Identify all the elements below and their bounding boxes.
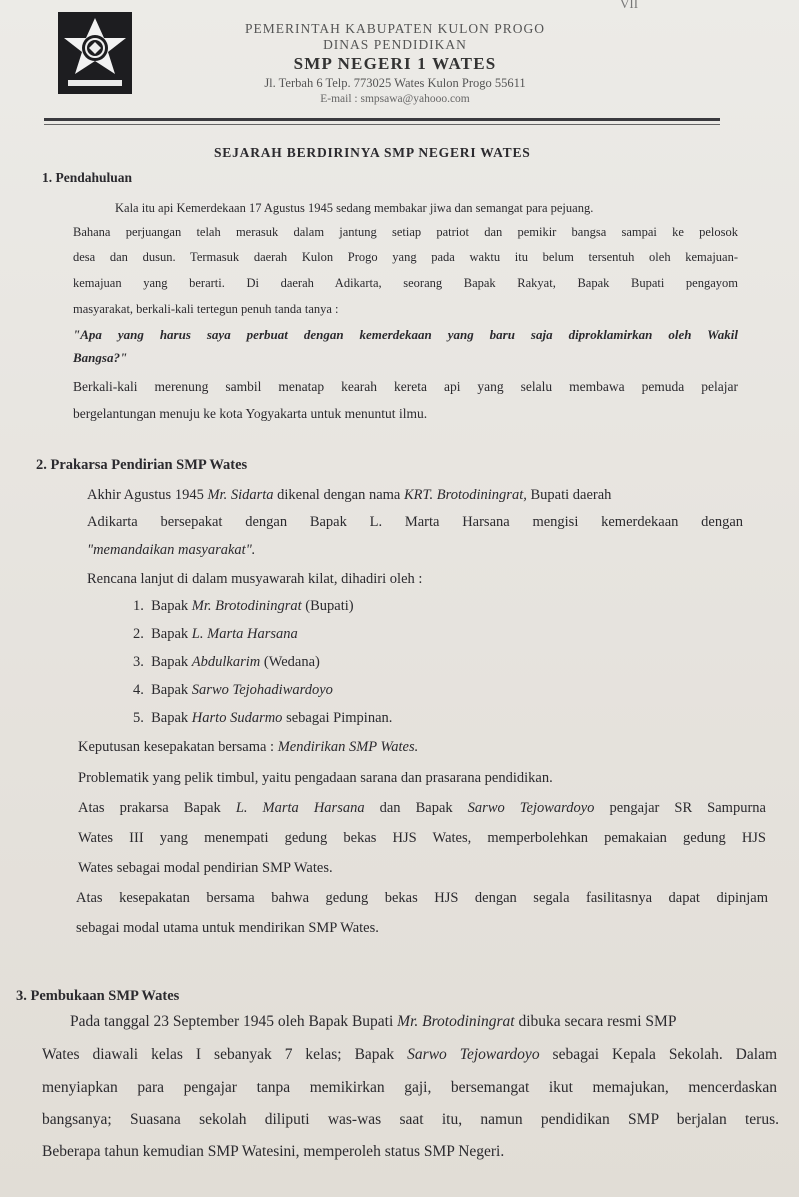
paragraph-line: Akhir Agustus 1945 Mr. Sidarta dikenal dengan nama KRT. Brotodiningrat, Bupati daerah bbox=[87, 487, 612, 503]
paragraph-line: Problematik yang pelik timbul, yaitu pengadaan sarana dan prasarana pendidikan. bbox=[78, 770, 553, 786]
paragraph-line: bangsanya; Suasana sekolah diliputi was-was saat itu, namun pendidikan SMP berjalan terus. bbox=[42, 1111, 779, 1128]
list-item: 2. Bapak L. Marta Harsana bbox=[133, 626, 298, 642]
quote-line: Bangsa?" bbox=[73, 350, 128, 365]
document-title: SEJARAH BERDIRINYA SMP NEGERI WATES bbox=[214, 145, 531, 160]
section-heading-3: 3. Pembukaan SMP Wates bbox=[16, 988, 180, 1004]
letterhead bbox=[210, 20, 580, 107]
list-item: 1. Bapak Mr. Brotodiningrat (Bupati) bbox=[133, 598, 354, 614]
quote-line: "Apa yang harus saya perbuat dengan kemerdekaan yang baru saja diproklamirkan oleh Wakil bbox=[73, 327, 738, 342]
regency-emblem-icon bbox=[58, 12, 132, 94]
paragraph-line: Bahana perjuangan telah merasuk dalam jantung setiap patriot dan pemikir bangsa sampai ke pelosok bbox=[73, 225, 738, 239]
paragraph-line: masyarakat, berkali-kali tertegun penuh tanda tanya : bbox=[73, 302, 339, 316]
paragraph-line: sebagai modal utama untuk mendirikan SMP Wates. bbox=[76, 920, 379, 936]
letterhead-rule-thin bbox=[44, 124, 720, 125]
list-item: 3. Bapak Abdulkarim (Wedana) bbox=[133, 654, 320, 670]
paragraph-line: Atas kesepakatan bersama bahwa gedung bekas HJS dengan segala fasilitasnya dapat dipinjam bbox=[76, 890, 768, 906]
department-name: DINAS PENDIDIKAN bbox=[323, 37, 467, 52]
paragraph-line: Wates III yang menempati gedung bekas HJS Wates, memperbolehkan pemakaian gedung HJS bbox=[78, 830, 766, 846]
paragraph-line: menyiapkan para pengajar tanpa memikirkan gaji, bersemangat ikut memajukan, mencerdaskan bbox=[42, 1079, 777, 1096]
paragraph-line: Kala itu api Kemerdekaan 17 Agustus 1945 sedang membakar jiwa dan semangat para pejuang. bbox=[115, 201, 594, 215]
paragraph-line: Atas prakarsa Bapak L. Marta Harsana dan Bapak Sarwo Tejowardoyo pengajar SR Sampurna bbox=[78, 800, 766, 816]
paragraph-line: Berkali-kali merenung sambil menatap kearah kereta api yang selalu membawa pemuda pelajar bbox=[73, 379, 738, 394]
paragraph-line: kemajuan yang berarti. Di daerah Adikarta, seorang Bapak Rakyat, Bapak Bupati pengayom bbox=[73, 276, 738, 290]
government-name: PEMERINTAH KABUPATEN KULON PROGO bbox=[244, 21, 546, 36]
list-item: 4. Bapak Sarwo Tejohadiwardoyo bbox=[133, 682, 333, 698]
paragraph-line: "memandaikan masyarakat". bbox=[87, 542, 256, 558]
section-heading-2: 2. Prakarsa Pendirian SMP Wates bbox=[36, 457, 248, 473]
corner-mark: VII bbox=[620, 0, 639, 11]
paragraph-line: Keputusan kesepakatan bersama : Mendirikan SMP Wates. bbox=[78, 739, 419, 755]
paragraph-line: Adikarta bersepakat dengan Bapak L. Marta Harsana mengisi kemerdekaan dengan bbox=[87, 514, 743, 530]
school-name: SMP NEGERI 1 WATES bbox=[293, 54, 497, 73]
letterhead-rule bbox=[44, 118, 720, 121]
school-address: Jl. Terbah 6 Telp. 773025 Wates Kulon Progo 55611 bbox=[264, 76, 526, 90]
paragraph-line: desa dan dusun. Termasuk daerah Kulon Progo yang pada waktu itu belum tersentuh oleh kemajuan- bbox=[73, 250, 738, 264]
section-heading-1: 1. Pendahuluan bbox=[42, 170, 133, 185]
paragraph-line: bergelantungan menuju ke kota Yogyakarta untuk menuntut ilmu. bbox=[73, 406, 428, 421]
paragraph-line: Wates diawali kelas I sebanyak 7 kelas; Bapak Sarwo Tejowardoyo sebagai Kepala Sekolah. Dalam bbox=[42, 1046, 777, 1063]
paragraph-line: Beberapa tahun kemudian SMP Watesini, memperoleh status SMP Negeri. bbox=[42, 1143, 505, 1160]
paragraph-line: Rencana lanjut di dalam musyawarah kilat, dihadiri oleh : bbox=[87, 571, 423, 587]
list-item: 5. Bapak Harto Sudarmo sebagai Pimpinan. bbox=[133, 710, 393, 726]
paragraph-line: Wates sebagai modal pendirian SMP Wates. bbox=[78, 860, 333, 876]
school-email: E-mail : smpsawa@yahooo.com bbox=[320, 93, 470, 105]
paragraph-line: Pada tanggal 23 September 1945 oleh Bapak Bupati Mr. Brotodiningrat dibuka secara resmi SMP bbox=[70, 1013, 677, 1030]
